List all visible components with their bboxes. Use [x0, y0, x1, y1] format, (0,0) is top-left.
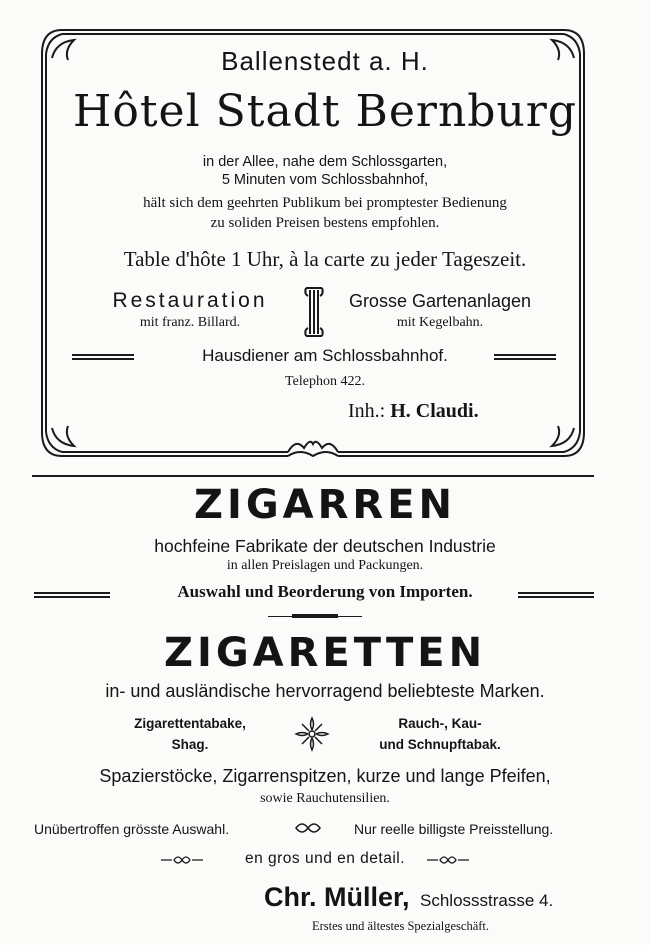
cigarette-heading: ZIGARETTEN	[163, 630, 487, 676]
import-rule-right	[518, 592, 594, 598]
owner-prefix: Inh.:	[348, 400, 386, 422]
accessories2: sowie Rauchutensilien.	[260, 791, 390, 806]
feature-garden-sub: mit Kegelbahn.	[396, 315, 484, 330]
cigarette-brands: in- und ausländische hervorragend beliebteste Marken.	[105, 681, 545, 701]
hotel-telephone: Telephon 422.	[285, 374, 365, 389]
tobacco-left-2: Shag.	[171, 737, 209, 752]
hotel-address-line2: 5 Minuten vom Schlossbahnhof,	[221, 172, 429, 188]
short-separator-bold	[292, 614, 338, 618]
shop-street: Schlossstrasse 4.	[420, 891, 554, 910]
hotel-address-line1: in der Allee, nahe dem Schlossgarten,	[202, 154, 448, 170]
accessories: Spazierstöcke, Zigarrenspitzen, kurze und lange Pfeifen,	[99, 766, 551, 786]
feature-restauration-sub: mit franz. Billard.	[139, 315, 241, 330]
scroll-ornament-right-icon	[426, 853, 470, 867]
column-divider-ornament	[302, 286, 326, 338]
hotel-recommend-line1: hält sich dem geehrten Publikum bei promptester Bedienung	[143, 195, 507, 211]
feature-garden-title: Grosse Gartenanlagen	[348, 291, 532, 311]
claim-right: Nur reelle billigste Preisstellung.	[354, 821, 554, 837]
hotel-location: Ballenstedt a. H.	[221, 46, 429, 76]
tobacco-right-1: Rauch-, Kau-	[398, 716, 482, 731]
hotel-porter: Hausdiener am Schlossbahnhof.	[202, 346, 448, 365]
section-separator	[32, 475, 594, 477]
hotel-table-dhote: Table d'hôte 1 Uhr, à la carte zu jeder Tageszeit.	[123, 247, 527, 271]
shop-tagline: Erstes und ältestes Spezialgeschäft.	[312, 919, 490, 933]
cigar-heading: ZIGARREN	[193, 482, 457, 528]
porter-rule-right	[494, 354, 556, 360]
shop-owner: Chr. Müller,	[264, 882, 410, 912]
knot-ornament-icon	[294, 819, 322, 837]
shop-owner-line	[264, 882, 553, 913]
wholesale: en gros und en detail.	[244, 850, 406, 867]
cigar-line1: hochfeine Fabrikate der deutschen Industrie	[154, 536, 496, 556]
tobacco-left-1: Zigarettentabake,	[134, 716, 246, 731]
hotel-recommend-line2: zu soliden Preisen bestens empfohlen.	[210, 215, 440, 231]
feature-restauration-title: Restauration	[112, 289, 268, 312]
cigar-line3: Auswahl und Beorderung von Importen.	[177, 582, 473, 601]
flower-ornament-icon	[292, 714, 332, 754]
tobacco-right-2: und Schnupftabak.	[379, 737, 501, 752]
claim-left: Unübertroffen grösste Auswahl.	[34, 821, 230, 837]
hotel-owner	[348, 400, 479, 423]
owner-name: H. Claudi.	[390, 400, 479, 422]
cigar-line2: in allen Preislagen und Packungen.	[226, 558, 424, 573]
hotel-name: Hôtel Stadt Bernburg	[73, 86, 577, 137]
